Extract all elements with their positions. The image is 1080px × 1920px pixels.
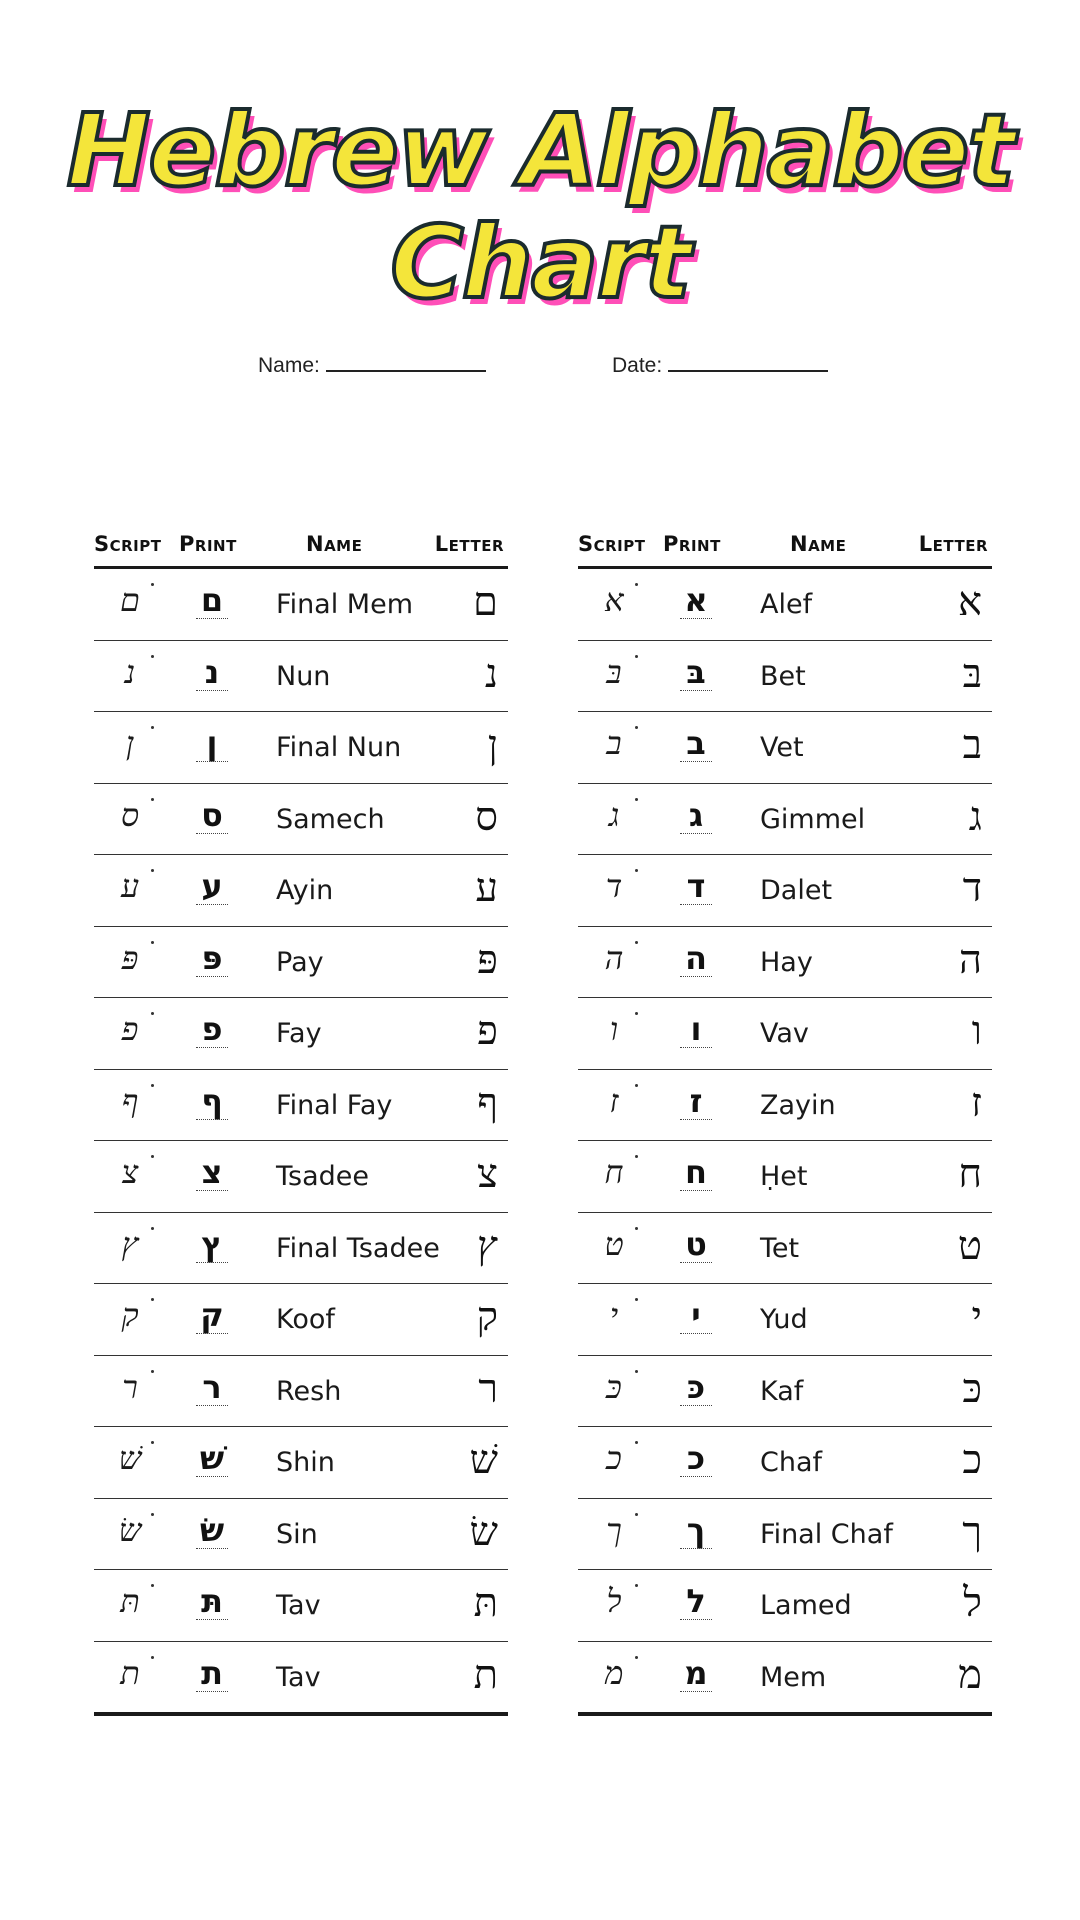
script-glyph: ז (592, 1082, 636, 1120)
table-row (578, 641, 992, 713)
script-glyph: ח (592, 1153, 636, 1191)
letter-name: Final Fay (276, 1089, 393, 1121)
print-glyph: פּ (190, 939, 234, 977)
letter-name: Chaf (760, 1447, 823, 1478)
letter-glyph: י (971, 1294, 982, 1340)
letter-name: Bet (760, 660, 806, 692)
table-row (94, 927, 508, 999)
letter-glyph: ם (473, 579, 498, 625)
script-glyph: ע (108, 867, 152, 905)
date-field[interactable] (612, 352, 828, 378)
print-glyph: כ (674, 1439, 718, 1477)
letter-glyph: פ (477, 1008, 498, 1054)
letter-glyph: ל (963, 1580, 982, 1626)
script-glyph: ם (108, 581, 152, 619)
table-row (578, 1141, 992, 1213)
print-glyph: נ (190, 653, 234, 691)
letter-name: Tav (276, 1590, 321, 1621)
letter-glyph: ו (971, 1008, 982, 1054)
script-glyph: ט (592, 1225, 636, 1263)
script-glyph: צ (108, 1153, 152, 1191)
print-glyph: ה (674, 939, 718, 977)
letter-glyph: ך (962, 1508, 982, 1555)
letter-glyph: א (957, 579, 982, 625)
table-row (94, 1356, 508, 1428)
letter-glyph: שׂ (469, 1508, 498, 1555)
letter-glyph: צ (477, 1151, 498, 1197)
print-glyph: ק (190, 1296, 234, 1334)
right-rows (578, 569, 992, 1716)
letter-glyph: פּ (477, 936, 498, 983)
letter-glyph: ד (962, 865, 982, 911)
title-line-2: Chart (390, 204, 690, 321)
print-glyph: שׂ (190, 1511, 234, 1549)
letter-name: Lamed (760, 1590, 852, 1621)
letter-glyph: כּ (962, 1365, 982, 1412)
print-glyph: ע (190, 867, 234, 905)
letter-name: Nun (276, 660, 331, 692)
left-alphabet-table (94, 526, 508, 1716)
table-row (94, 784, 508, 856)
script-glyph: מ (592, 1654, 636, 1692)
table-row (578, 712, 992, 784)
print-glyph: בּ (674, 653, 718, 691)
letter-name: Final Tsadee (276, 1232, 440, 1264)
print-glyph: ת (190, 1654, 234, 1692)
table-row (94, 1213, 508, 1285)
letter-glyph: ף (477, 1079, 498, 1126)
letter-glyph: ק (476, 1294, 498, 1340)
script-glyph: ג (592, 796, 636, 834)
script-glyph: ן (108, 724, 152, 762)
print-glyph: ר (190, 1368, 234, 1406)
table-row (578, 855, 992, 927)
letter-name: Final Chaf (760, 1518, 893, 1550)
header-print: Print (179, 532, 237, 556)
table-row (578, 927, 992, 999)
letter-glyph: ץ (477, 1222, 498, 1269)
table-header (578, 526, 992, 569)
letter-glyph: ז (970, 1079, 982, 1126)
letter-glyph: מ (958, 1651, 982, 1698)
script-glyph: ר (108, 1368, 152, 1406)
title-line-1: Hebrew Alphabet (66, 92, 1014, 209)
letter-name: Resh (276, 1375, 342, 1407)
table-header (94, 526, 508, 569)
table-row (578, 569, 992, 641)
letter-glyph: נ (484, 650, 498, 697)
letter-name: Tet (760, 1232, 800, 1264)
table-row (94, 1141, 508, 1213)
letter-name: Dalet (760, 875, 833, 906)
letter-name: Ḥet (760, 1161, 808, 1192)
print-glyph: ם (190, 581, 234, 619)
script-glyph: תּ (108, 1582, 152, 1620)
print-glyph: א (674, 581, 718, 619)
right-alphabet-table (578, 526, 992, 1716)
print-glyph: ף (190, 1082, 234, 1120)
letter-glyph: ח (958, 1151, 982, 1197)
letter-glyph: כ (962, 1437, 982, 1483)
letter-name: Koof (276, 1304, 335, 1335)
header-letter: Letter (434, 532, 504, 556)
print-glyph: ב (674, 724, 718, 762)
table-row (578, 1356, 992, 1428)
letter-name: Samech (276, 803, 385, 835)
letter-name: Hay (760, 946, 813, 978)
table-row (94, 1070, 508, 1142)
table-row (578, 1427, 992, 1499)
table-row (578, 1642, 992, 1717)
script-glyph: ך (592, 1511, 636, 1549)
print-glyph: ז (674, 1082, 718, 1120)
letter-glyph: ט (957, 1222, 982, 1269)
print-glyph: ו (674, 1010, 718, 1048)
print-glyph: ל (674, 1582, 718, 1620)
date-label: Date: (612, 354, 663, 377)
print-glyph: מ (674, 1654, 718, 1692)
letter-glyph: ס (475, 793, 498, 840)
letter-glyph: תּ (473, 1580, 498, 1626)
letter-name: Gimmel (760, 803, 866, 835)
table-row (94, 1427, 508, 1499)
letter-name: Tsadee (276, 1161, 369, 1192)
table-row (94, 855, 508, 927)
header-script: Script (94, 532, 162, 556)
letter-name: Yud (760, 1304, 808, 1335)
print-glyph: תּ (190, 1582, 234, 1620)
letter-glyph: ע (475, 865, 498, 911)
name-label: Name: (258, 354, 320, 377)
script-glyph: ץ (108, 1225, 152, 1263)
letter-name: Pay (276, 946, 324, 978)
print-glyph: ד (674, 867, 718, 905)
print-glyph: כּ (674, 1368, 718, 1406)
letter-name: Kaf (760, 1375, 804, 1407)
letter-name: Vet (760, 732, 804, 763)
table-row (578, 1499, 992, 1571)
script-glyph: ו (592, 1010, 636, 1048)
table-row (578, 1284, 992, 1356)
script-glyph: כּ (592, 1368, 636, 1406)
letter-name: Tav (276, 1661, 321, 1693)
script-glyph: ה (592, 939, 636, 977)
letter-name: Zayin (760, 1089, 836, 1121)
letter-name: Fay (276, 1018, 322, 1049)
header-name: Name (306, 532, 363, 556)
letter-glyph: ב (962, 722, 982, 768)
table-row (578, 1570, 992, 1642)
letter-name: Shin (276, 1447, 335, 1478)
print-glyph: ח (674, 1153, 718, 1191)
header-script: Script (578, 532, 646, 556)
table-row (94, 1499, 508, 1571)
date-blank-line[interactable] (668, 352, 828, 372)
print-glyph: ס (190, 796, 234, 834)
print-glyph: שׁ (190, 1439, 234, 1477)
table-row (94, 641, 508, 713)
letter-glyph: שׁ (469, 1437, 498, 1483)
script-glyph: פּ (108, 939, 152, 977)
letter-glyph: בּ (962, 650, 982, 697)
script-glyph: שׂ (108, 1511, 152, 1549)
script-glyph: ב (592, 724, 636, 762)
table-row (94, 1642, 508, 1717)
print-glyph: ך (674, 1511, 718, 1549)
script-glyph: ק (108, 1296, 152, 1334)
letter-glyph: ן (487, 722, 498, 768)
letter-name: Ayin (276, 875, 334, 906)
letter-glyph: ת (473, 1651, 498, 1698)
letter-glyph: ה (958, 936, 982, 983)
table-row (94, 712, 508, 784)
header-print: Print (663, 532, 721, 556)
script-glyph: בּ (592, 653, 636, 691)
header-name: Name (790, 532, 847, 556)
print-glyph: ט (674, 1225, 718, 1263)
print-glyph: ג (674, 796, 718, 834)
script-glyph: ף (108, 1082, 152, 1120)
name-field[interactable] (258, 352, 486, 378)
script-glyph: פ (108, 1010, 152, 1048)
letter-name: Final Nun (276, 732, 402, 763)
print-glyph: פ (190, 1010, 234, 1048)
table-row (94, 1284, 508, 1356)
letter-glyph: ג (968, 793, 982, 840)
table-row (578, 1213, 992, 1285)
letter-name: Alef (760, 589, 813, 620)
letter-glyph: ר (478, 1365, 498, 1412)
script-glyph: ד (592, 867, 636, 905)
table-row (94, 1570, 508, 1642)
print-glyph: ץ (190, 1225, 234, 1263)
table-row (94, 569, 508, 641)
print-glyph: צ (190, 1153, 234, 1191)
header-letter: Letter (918, 532, 988, 556)
table-row (578, 784, 992, 856)
script-glyph: כ (592, 1439, 636, 1477)
letter-name: Mem (760, 1661, 827, 1693)
left-rows (94, 569, 508, 1716)
print-glyph: י (674, 1296, 718, 1334)
script-glyph: שׁ (108, 1439, 152, 1477)
script-glyph: ל (592, 1582, 636, 1620)
letter-name: Vav (760, 1018, 809, 1049)
print-glyph: ן (190, 724, 234, 762)
letter-name: Sin (276, 1518, 318, 1550)
table-row (578, 998, 992, 1070)
script-glyph: א (592, 581, 636, 619)
name-blank-line[interactable] (326, 352, 486, 372)
table-row (578, 1070, 992, 1142)
script-glyph: ת (108, 1654, 152, 1692)
script-glyph: י (592, 1296, 636, 1334)
table-row (94, 998, 508, 1070)
letter-name: Final Mem (276, 589, 414, 620)
script-glyph: נ (108, 653, 152, 691)
script-glyph: ס (108, 796, 152, 834)
